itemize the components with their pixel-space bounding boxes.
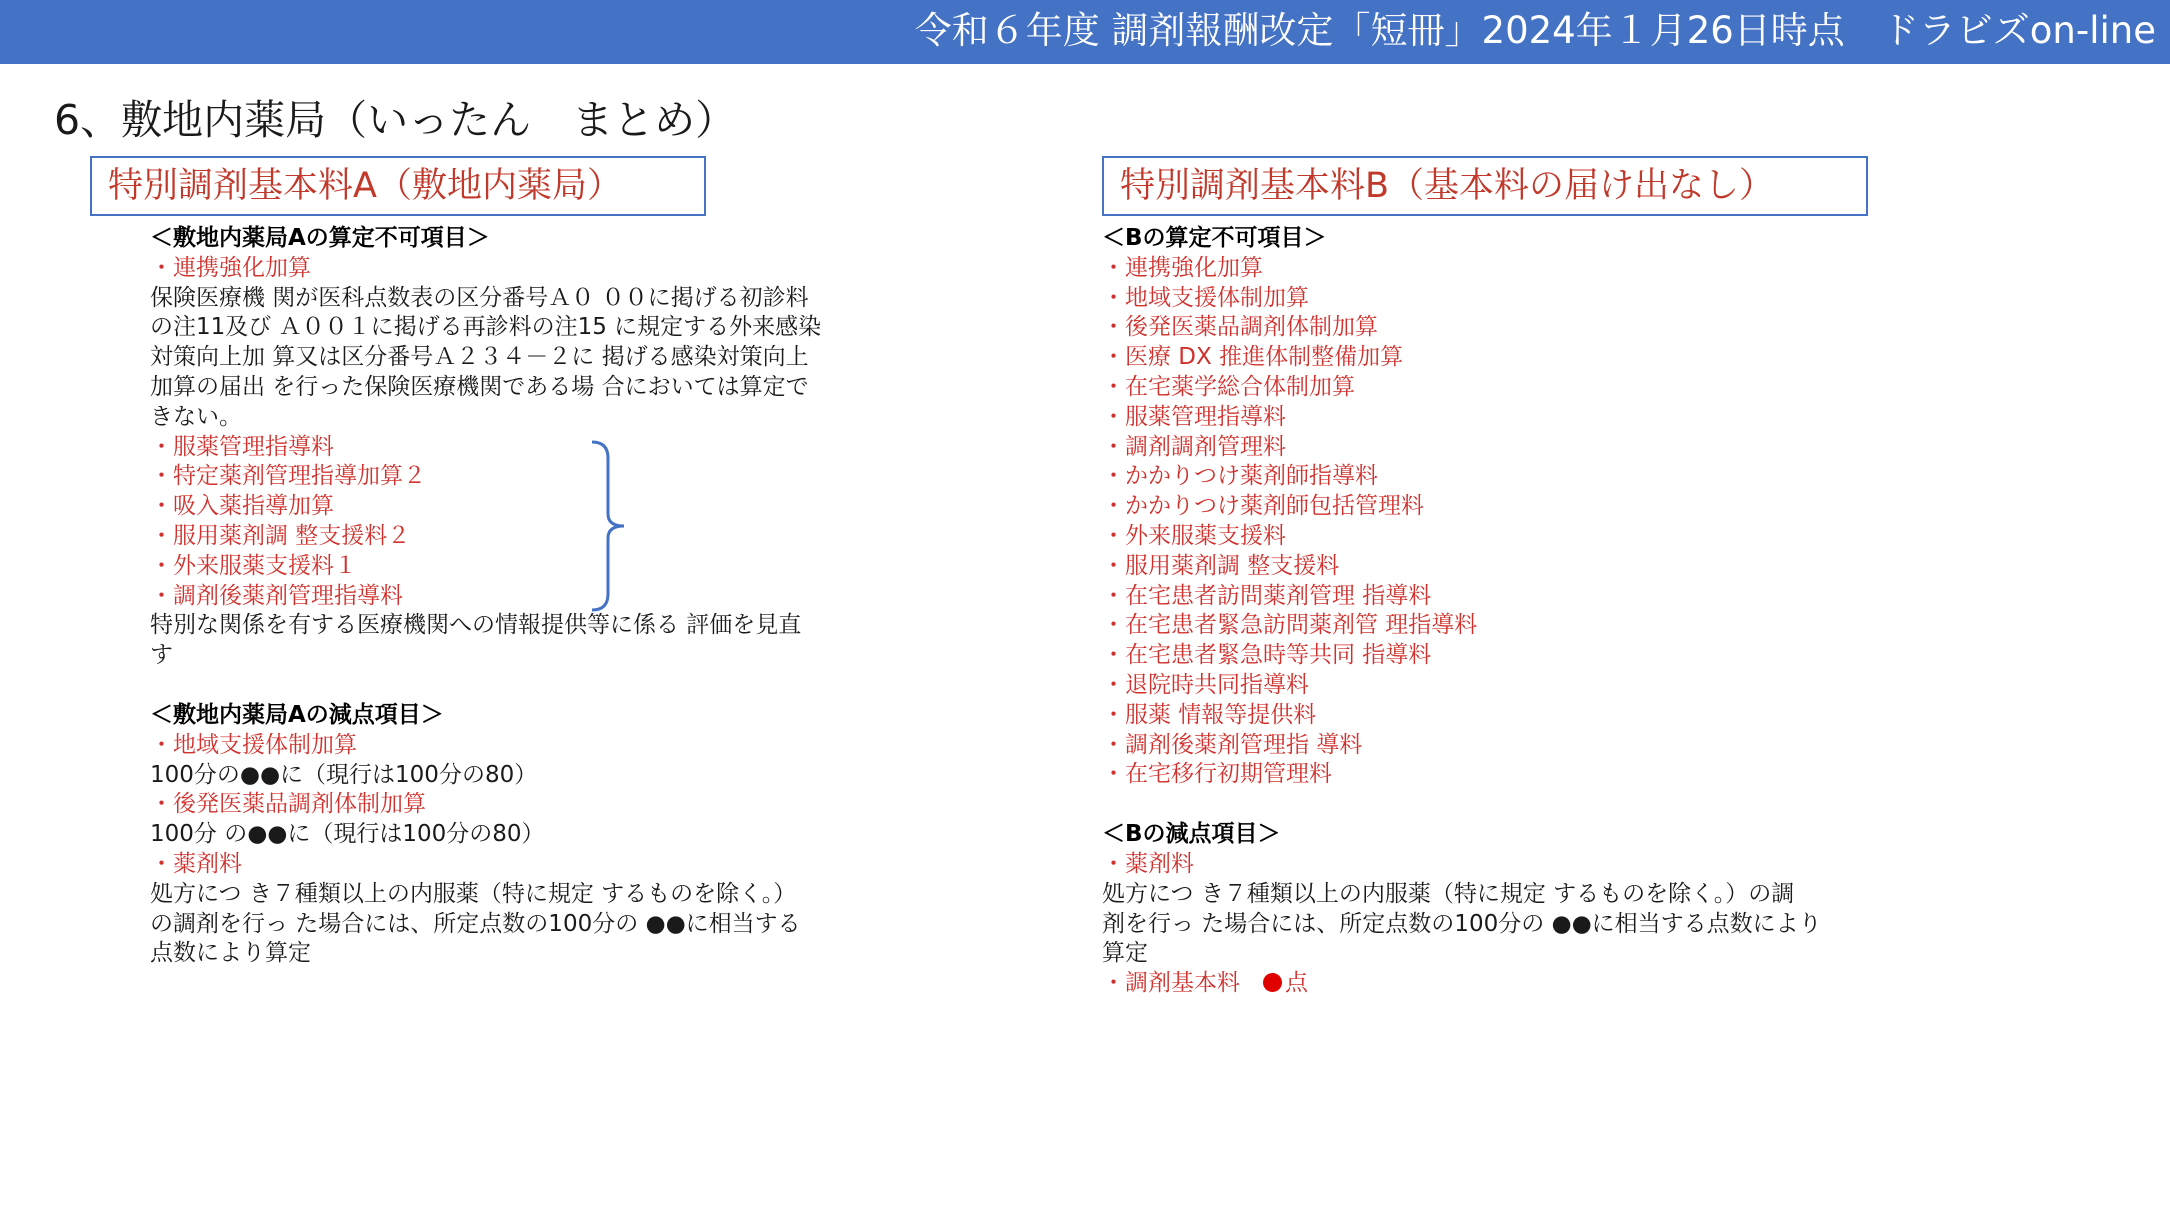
body-text: 100分の●●に（現行は100分の80） — [150, 761, 538, 788]
item-label: ・服薬管理指導料 — [150, 433, 334, 460]
item-label: ・地域支援体制加算 — [150, 731, 357, 758]
right-column — [1102, 224, 1882, 999]
item-label: ・退院時共同指導料 — [1102, 671, 1309, 698]
basic-fee-suffix: 点 — [1285, 970, 1308, 997]
item-label: ・調剤後薬剤管理指導料 — [150, 582, 403, 609]
item-label: ・服薬 情報等提供料 — [1102, 701, 1317, 728]
body-text: 処方につ き７種類以上の内服薬（特に規定 するものを除く。） — [150, 880, 797, 907]
box-title-b: 特別調剤基本料B（基本料の届け出なし） — [1102, 156, 1868, 216]
subsection-heading: ＜敷地内薬局Aの算定不可項目＞ — [150, 225, 490, 251]
item-label: ・地域支援体制加算 — [1102, 284, 1309, 311]
subsection-heading: ＜敷地内薬局Aの減点項目＞ — [150, 701, 444, 728]
item-label: ・薬剤料 — [150, 850, 242, 877]
subsection-heading: ＜Bの算定不可項目＞ — [1102, 225, 1327, 251]
body-text: の調剤を行っ た場合には、所定点数の100分の ●●に相当する — [150, 910, 801, 937]
item-label: ・服用薬剤調 整支援料 — [1102, 552, 1340, 579]
item-label: ・薬剤料 — [1102, 850, 1194, 877]
item-label: ・吸入薬指導加算 — [150, 493, 334, 520]
box-title-a: 特別調剤基本料A（敷地内薬局） — [90, 156, 706, 216]
item-label: ・外来服薬支援料１ — [150, 552, 357, 579]
item-label: ・調剤後薬剤管理指 導料 — [1102, 731, 1363, 758]
spacer — [150, 671, 870, 701]
item-label: ・在宅薬学総合体制加算 — [1102, 373, 1355, 400]
body-text: きない。 — [150, 403, 242, 430]
body-text: 特別な関係を有する医療機関への情報提供等に係る 評価を見直 — [150, 612, 802, 639]
body-text: 算定 — [1102, 940, 1148, 967]
header-bar — [0, 0, 2170, 64]
item-label: ・在宅移行初期管理料 — [1102, 761, 1332, 788]
header-title: 令和６年度 調剤報酬改定「短冊」2024年１月26日時点 ドラビズon-line — [914, 9, 2156, 52]
red-dot-icon — [1263, 973, 1282, 992]
item-label: ・かかりつけ薬剤師包括管理料 — [1102, 493, 1424, 520]
section-heading: 6、敷地内薬局（いったん まとめ） — [54, 96, 737, 144]
basic-fee-label: ・調剤基本料 — [1102, 970, 1263, 997]
body-text: す — [150, 642, 173, 669]
body-text: 処方につ き７種類以上の内服薬（特に規定 するものを除く。）の調 — [1102, 880, 1795, 907]
item-label: ・特定薬剤管理指導加算２ — [150, 463, 426, 490]
basic-fee-line — [1102, 969, 1882, 999]
item-label: ・服薬管理指導料 — [1102, 403, 1286, 430]
item-label: ・在宅患者緊急訪問薬剤管 理指導料 — [1102, 612, 1478, 639]
item-label: ・連携強化加算 — [150, 254, 311, 281]
item-label: ・調剤調剤管理料 — [1102, 433, 1286, 460]
item-label: ・在宅患者訪問薬剤管理 指導料 — [1102, 582, 1432, 609]
item-label: ・後発医薬品調剤体制加算 — [150, 791, 426, 818]
item-label: ・医療 DX 推進体制整備加算 — [1102, 344, 1404, 371]
item-label: ・かかりつけ薬剤師指導料 — [1102, 463, 1378, 490]
item-label: ・連携強化加算 — [1102, 254, 1263, 281]
body-text: 100分 の●●に（現行は100分の80） — [150, 821, 545, 848]
spacer — [1102, 790, 1882, 820]
body-text: の注11及び Ａ００１に掲げる再診料の注15 に規定する外来感染 — [150, 314, 822, 341]
body-text: 加算の届出 を行った保険医療機関である場 合においては算定で — [150, 373, 809, 400]
body-text: 点数により算定 — [150, 940, 311, 967]
body-text: 対策向上加 算又は区分番号Ａ２３４－２に 掲げる感染対策向上 — [150, 344, 809, 371]
item-label: ・後発医薬品調剤体制加算 — [1102, 314, 1378, 341]
item-label: ・在宅患者緊急時等共同 指導料 — [1102, 642, 1432, 669]
subsection-heading: ＜Bの減点項目＞ — [1102, 821, 1281, 848]
grouping-brace-icon — [588, 440, 628, 612]
left-column — [150, 224, 870, 969]
body-text: 保険医療機 関が医科点数表の区分番号Ａ０ ００に掲げる初診料 — [150, 284, 809, 311]
body-text: 剤を行っ た場合には、所定点数の100分の ●●に相当する点数により — [1102, 910, 1822, 937]
item-label: ・外来服薬支援料 — [1102, 522, 1286, 549]
item-label: ・服用薬剤調 整支援料２ — [150, 522, 411, 549]
